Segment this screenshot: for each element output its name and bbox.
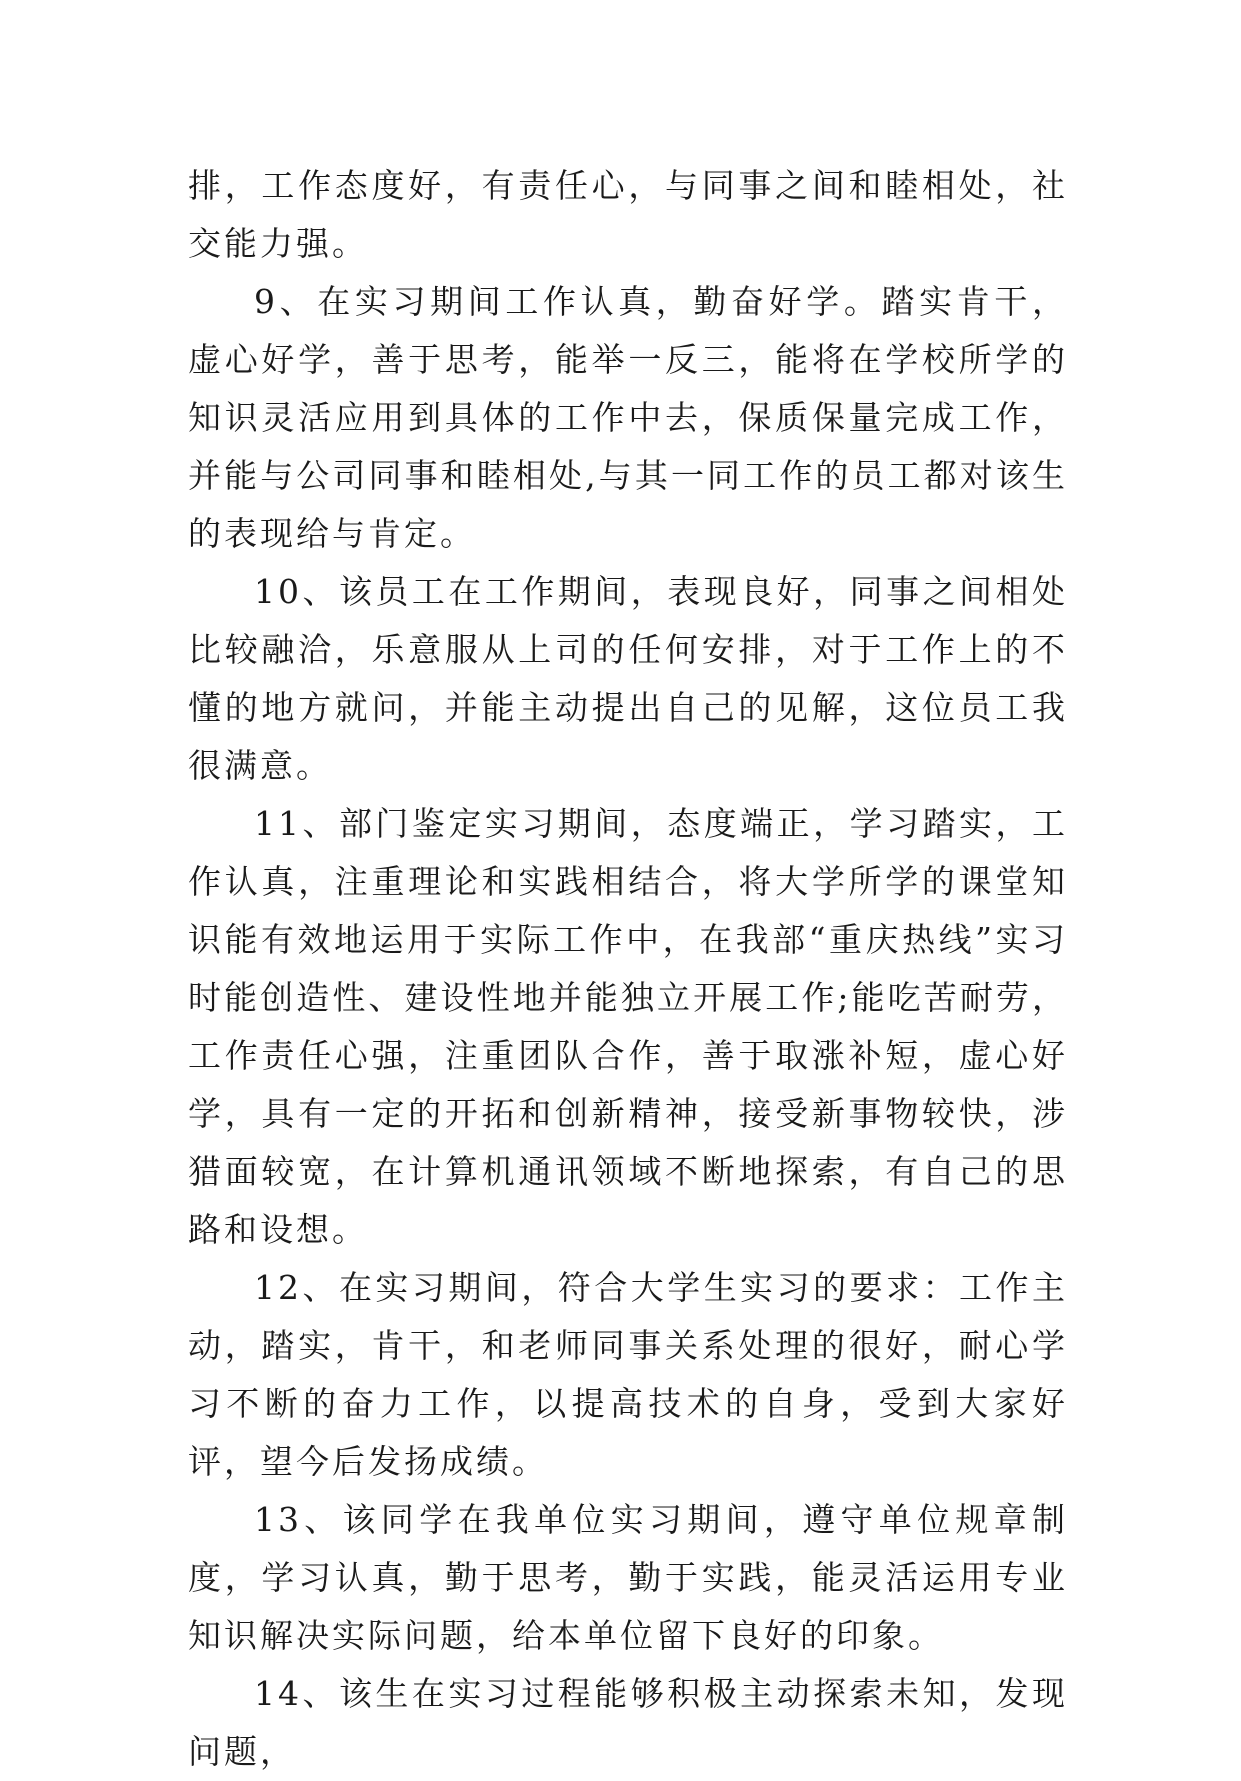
- paragraph-item-10: 10、该员工在工作期间，表现良好，同事之间相处比较融洽，乐意服从上司的任何安排，对于工作上的不懂的地方就问，并能主动提出自己的见解，这位员工我很满意。: [188, 572, 1068, 785]
- paragraph-item-13: 13、该同学在我单位实习期间，遵守单位规章制度，学习认真，勤于思考，勤于实践，能灵活运用专业知识解决实际问题，给本单位留下良好的印象。: [188, 1500, 1068, 1655]
- document-body: [188, 157, 1068, 1781]
- paragraph-item-12: 12、在实习期间，符合大学生实习的要求：工作主动，踏实，肯干，和老师同事关系处理的很好，耐心学习不断的奋力工作，以提高技术的自身，受到大家好评，望今后发扬成绩。: [188, 1268, 1068, 1481]
- paragraph-item-11: 11、部门鉴定实习期间，态度端正，学习踏实，工作认真，注重理论和实践相结合，将大学所学的课堂知识能有效地运用于实际工作中，在我部“重庆热线”实习时能创造性、建设性地并能独立开展工作;能吃苦耐劳，工作责任心强，注重团队合作，善于取涨补短，虚心好学，具有一定的开拓和创新精神，接受新事物较快，涉猎面较宽，在计算机通讯领域不断地探索，有自己的思路和设想。: [188, 804, 1068, 1249]
- paragraph-continuation: 排，工作态度好，有责任心，与同事之间和睦相处，社交能力强。: [188, 166, 1068, 263]
- paragraph-item-9: 9、在实习期间工作认真，勤奋好学。踏实肯干，虚心好学，善于思考，能举一反三，能将在学校所学的知识灵活应用到具体的工作中去，保质保量完成工作，并能与公司同事和睦相处,与其一同工作的员工都对该生的表现给与肯定。: [188, 282, 1068, 553]
- paragraph-item-14: 14、该生在实习过程能够积极主动探索未知，发现问题，: [188, 1674, 1068, 1771]
